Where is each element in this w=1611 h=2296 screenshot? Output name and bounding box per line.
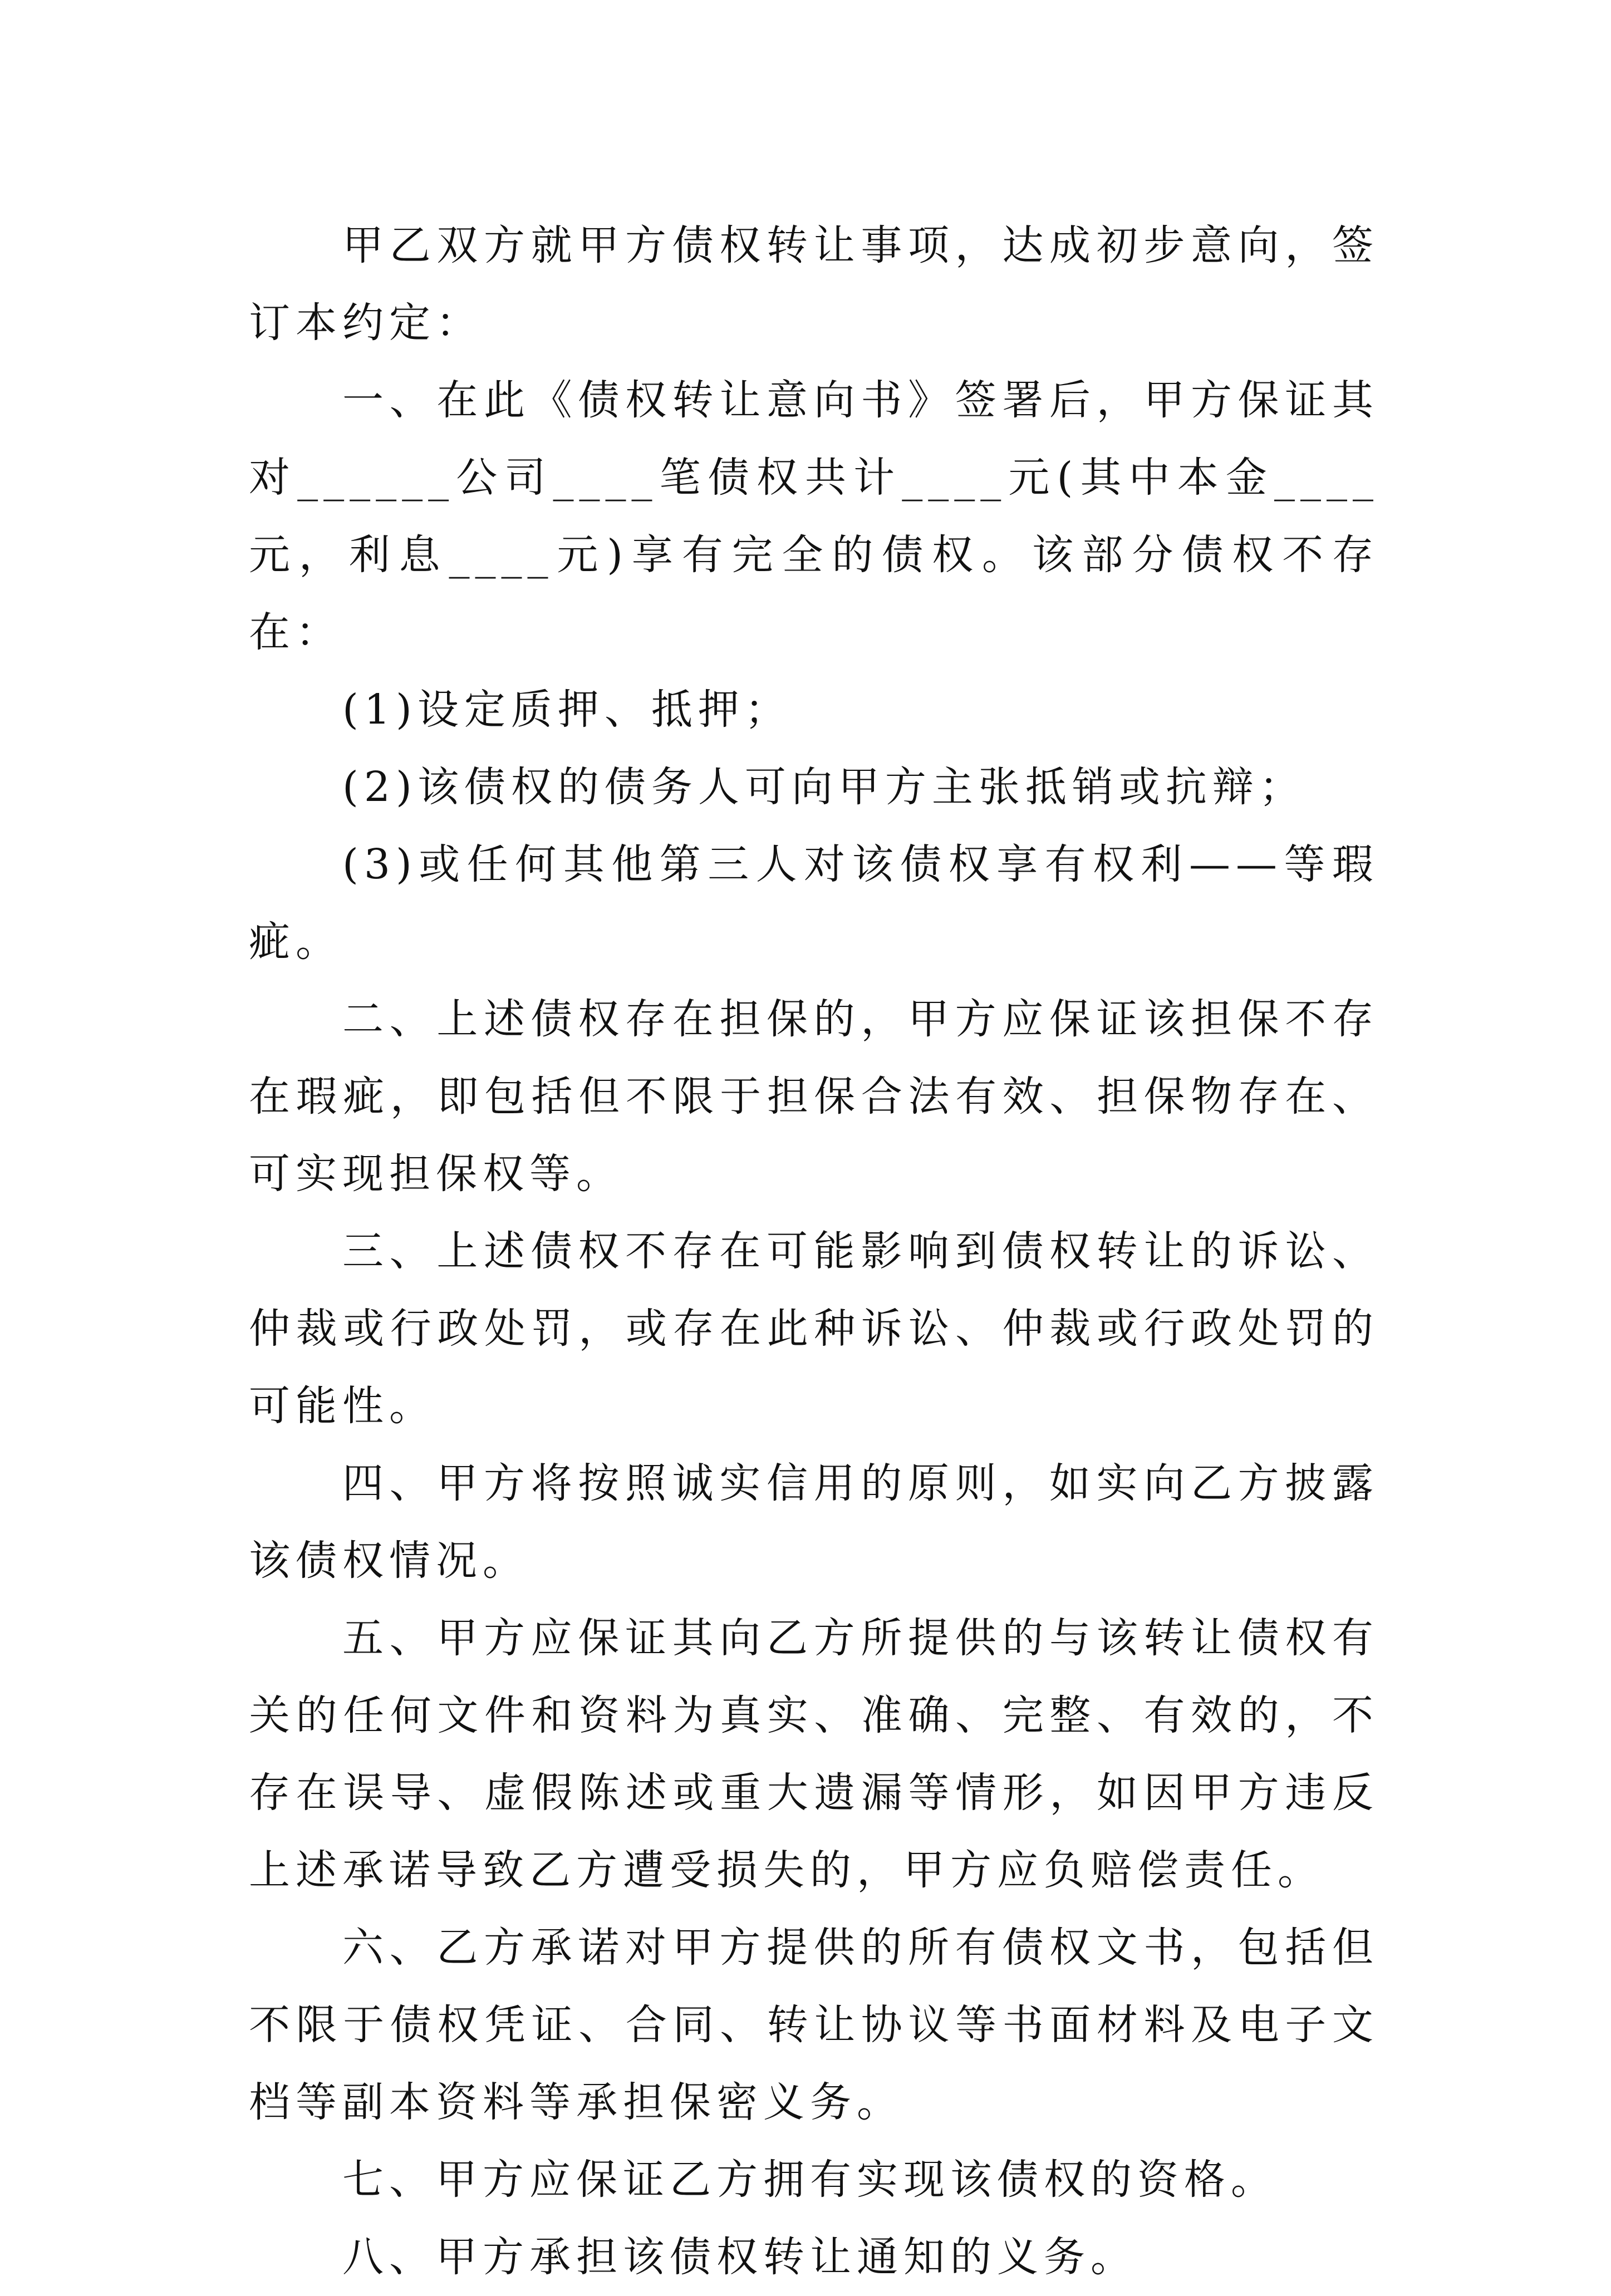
paragraph-clause-1: 一、在此《债权转让意向书》签署后，甲方保证其对______公司____笔债权共计____元(其中本金____元，利息____元)享有完全的债权。该部分债权不存在： xyxy=(249,376,1379,656)
paragraph-intro: 甲乙双方就甲方债权转让事项，达成初步意向，签订本约定： xyxy=(249,222,1379,347)
paragraph-clause-5: 五、甲方应保证其向乙方所提供的与该转让债权有关的任何文件和资料为真实、准确、完整、有效的，不存在误导、虚假陈述或重大遗漏等情形，如因甲方违反上述承诺导致乙方遭受损失的，甲方应负赔偿责任。 xyxy=(249,1614,1379,1894)
paragraph-clause-3: 三、上述债权不存在可能影响到债权转让的诉讼、仲裁或行政处罚，或存在此种诉讼、仲裁或行政处罚的可能性。 xyxy=(249,1227,1379,1430)
paragraph-clause-2: 二、上述债权存在担保的，甲方应保证该担保不存在瑕疵，即包括但不限于担保合法有效、担保物存在、可实现担保权等。 xyxy=(249,995,1379,1198)
paragraph-item-3: (3)或任何其他第三人对该债权享有权利——等瑕疵。 xyxy=(249,840,1379,966)
paragraph-clause-8: 八、甲方承担该债权转让通知的义务。 xyxy=(342,2233,1137,2281)
document-body xyxy=(249,207,1379,2296)
paragraph-clause-7: 七、甲方应保证乙方拥有实现该债权的资格。 xyxy=(342,2156,1278,2204)
paragraph-item-2: (2)该债权的债务人可向甲方主张抵销或抗辩； xyxy=(342,763,1306,811)
paragraph-clause-4: 四、甲方将按照诚实信用的原则，如实向乙方披露该债权情况。 xyxy=(249,1459,1379,1585)
paragraph-item-1: (1)设定质押、抵押； xyxy=(342,686,792,734)
paragraph-clause-6: 六、乙方承诺对甲方提供的所有债权文书，包括但不限于债权凭证、合同、转让协议等书面材料及电子文档等副本资料等承担保密义务。 xyxy=(249,1924,1379,2126)
